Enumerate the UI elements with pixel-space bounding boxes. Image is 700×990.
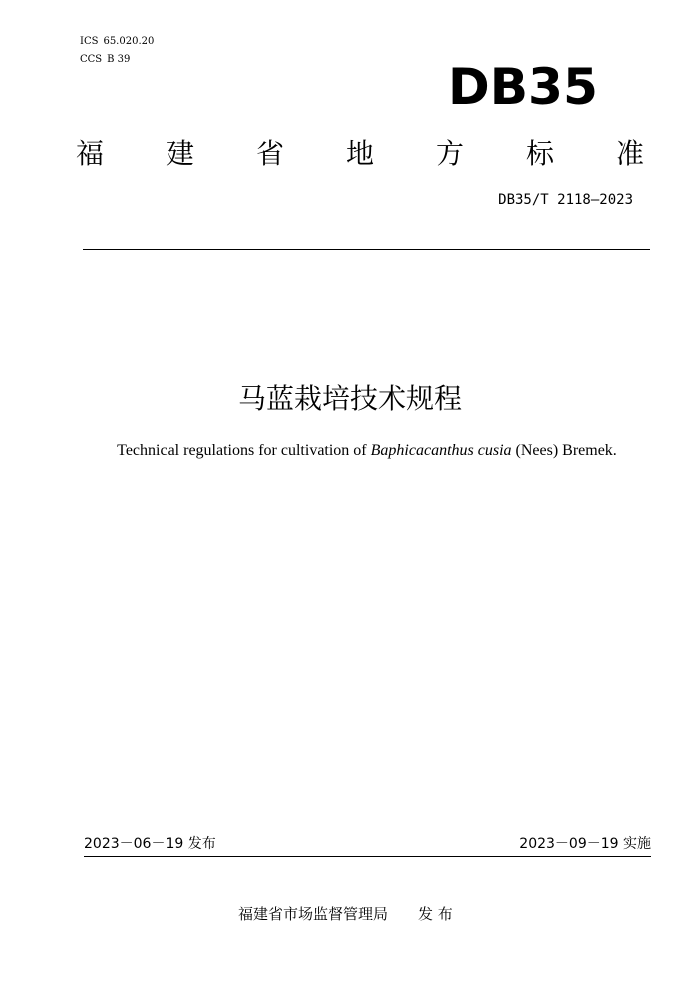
implementation-date: 2023－09－19 实施 <box>519 836 651 852</box>
issuer-name: 福建省市场监督管理局 <box>238 905 389 923</box>
ccs-value: B 39 <box>107 54 131 65</box>
standard-type-char: 标 <box>526 137 555 170</box>
standard-type-char: 地 <box>346 137 375 170</box>
standard-number: DB35/T 2118—2023 <box>498 192 633 208</box>
title-en-prefix: Technical regulations for cultivation of <box>117 442 371 459</box>
db35-logo <box>448 56 600 116</box>
document-title-en <box>0 440 700 462</box>
ics-code <box>80 36 154 48</box>
title-en-suffix: (Nees) Bremek. <box>511 442 617 459</box>
ccs-label: CCS <box>80 54 103 65</box>
standard-type-heading <box>76 134 656 174</box>
standard-type-char: 建 <box>166 137 195 170</box>
title-en-species: Baphicacanthus cusia <box>370 442 512 459</box>
standard-type-char: 省 <box>256 137 285 170</box>
issuer-action: 发 布 <box>418 905 453 923</box>
footer-divider <box>84 856 651 857</box>
document-title-cn: 马蓝栽培技术规程 <box>237 382 462 415</box>
issue-date: 2023－06－19 发布 <box>84 836 216 852</box>
header-divider <box>83 249 650 250</box>
standard-type-char: 福 <box>76 137 105 170</box>
ics-label: ICS <box>80 36 99 47</box>
ics-value: 65.020.20 <box>103 36 155 47</box>
ccs-code <box>80 54 130 66</box>
standard-type-char: 准 <box>616 137 645 170</box>
standard-type-char: 方 <box>436 137 465 170</box>
issuing-authority <box>238 903 453 925</box>
db35-logo-text: DB35 <box>448 58 598 116</box>
